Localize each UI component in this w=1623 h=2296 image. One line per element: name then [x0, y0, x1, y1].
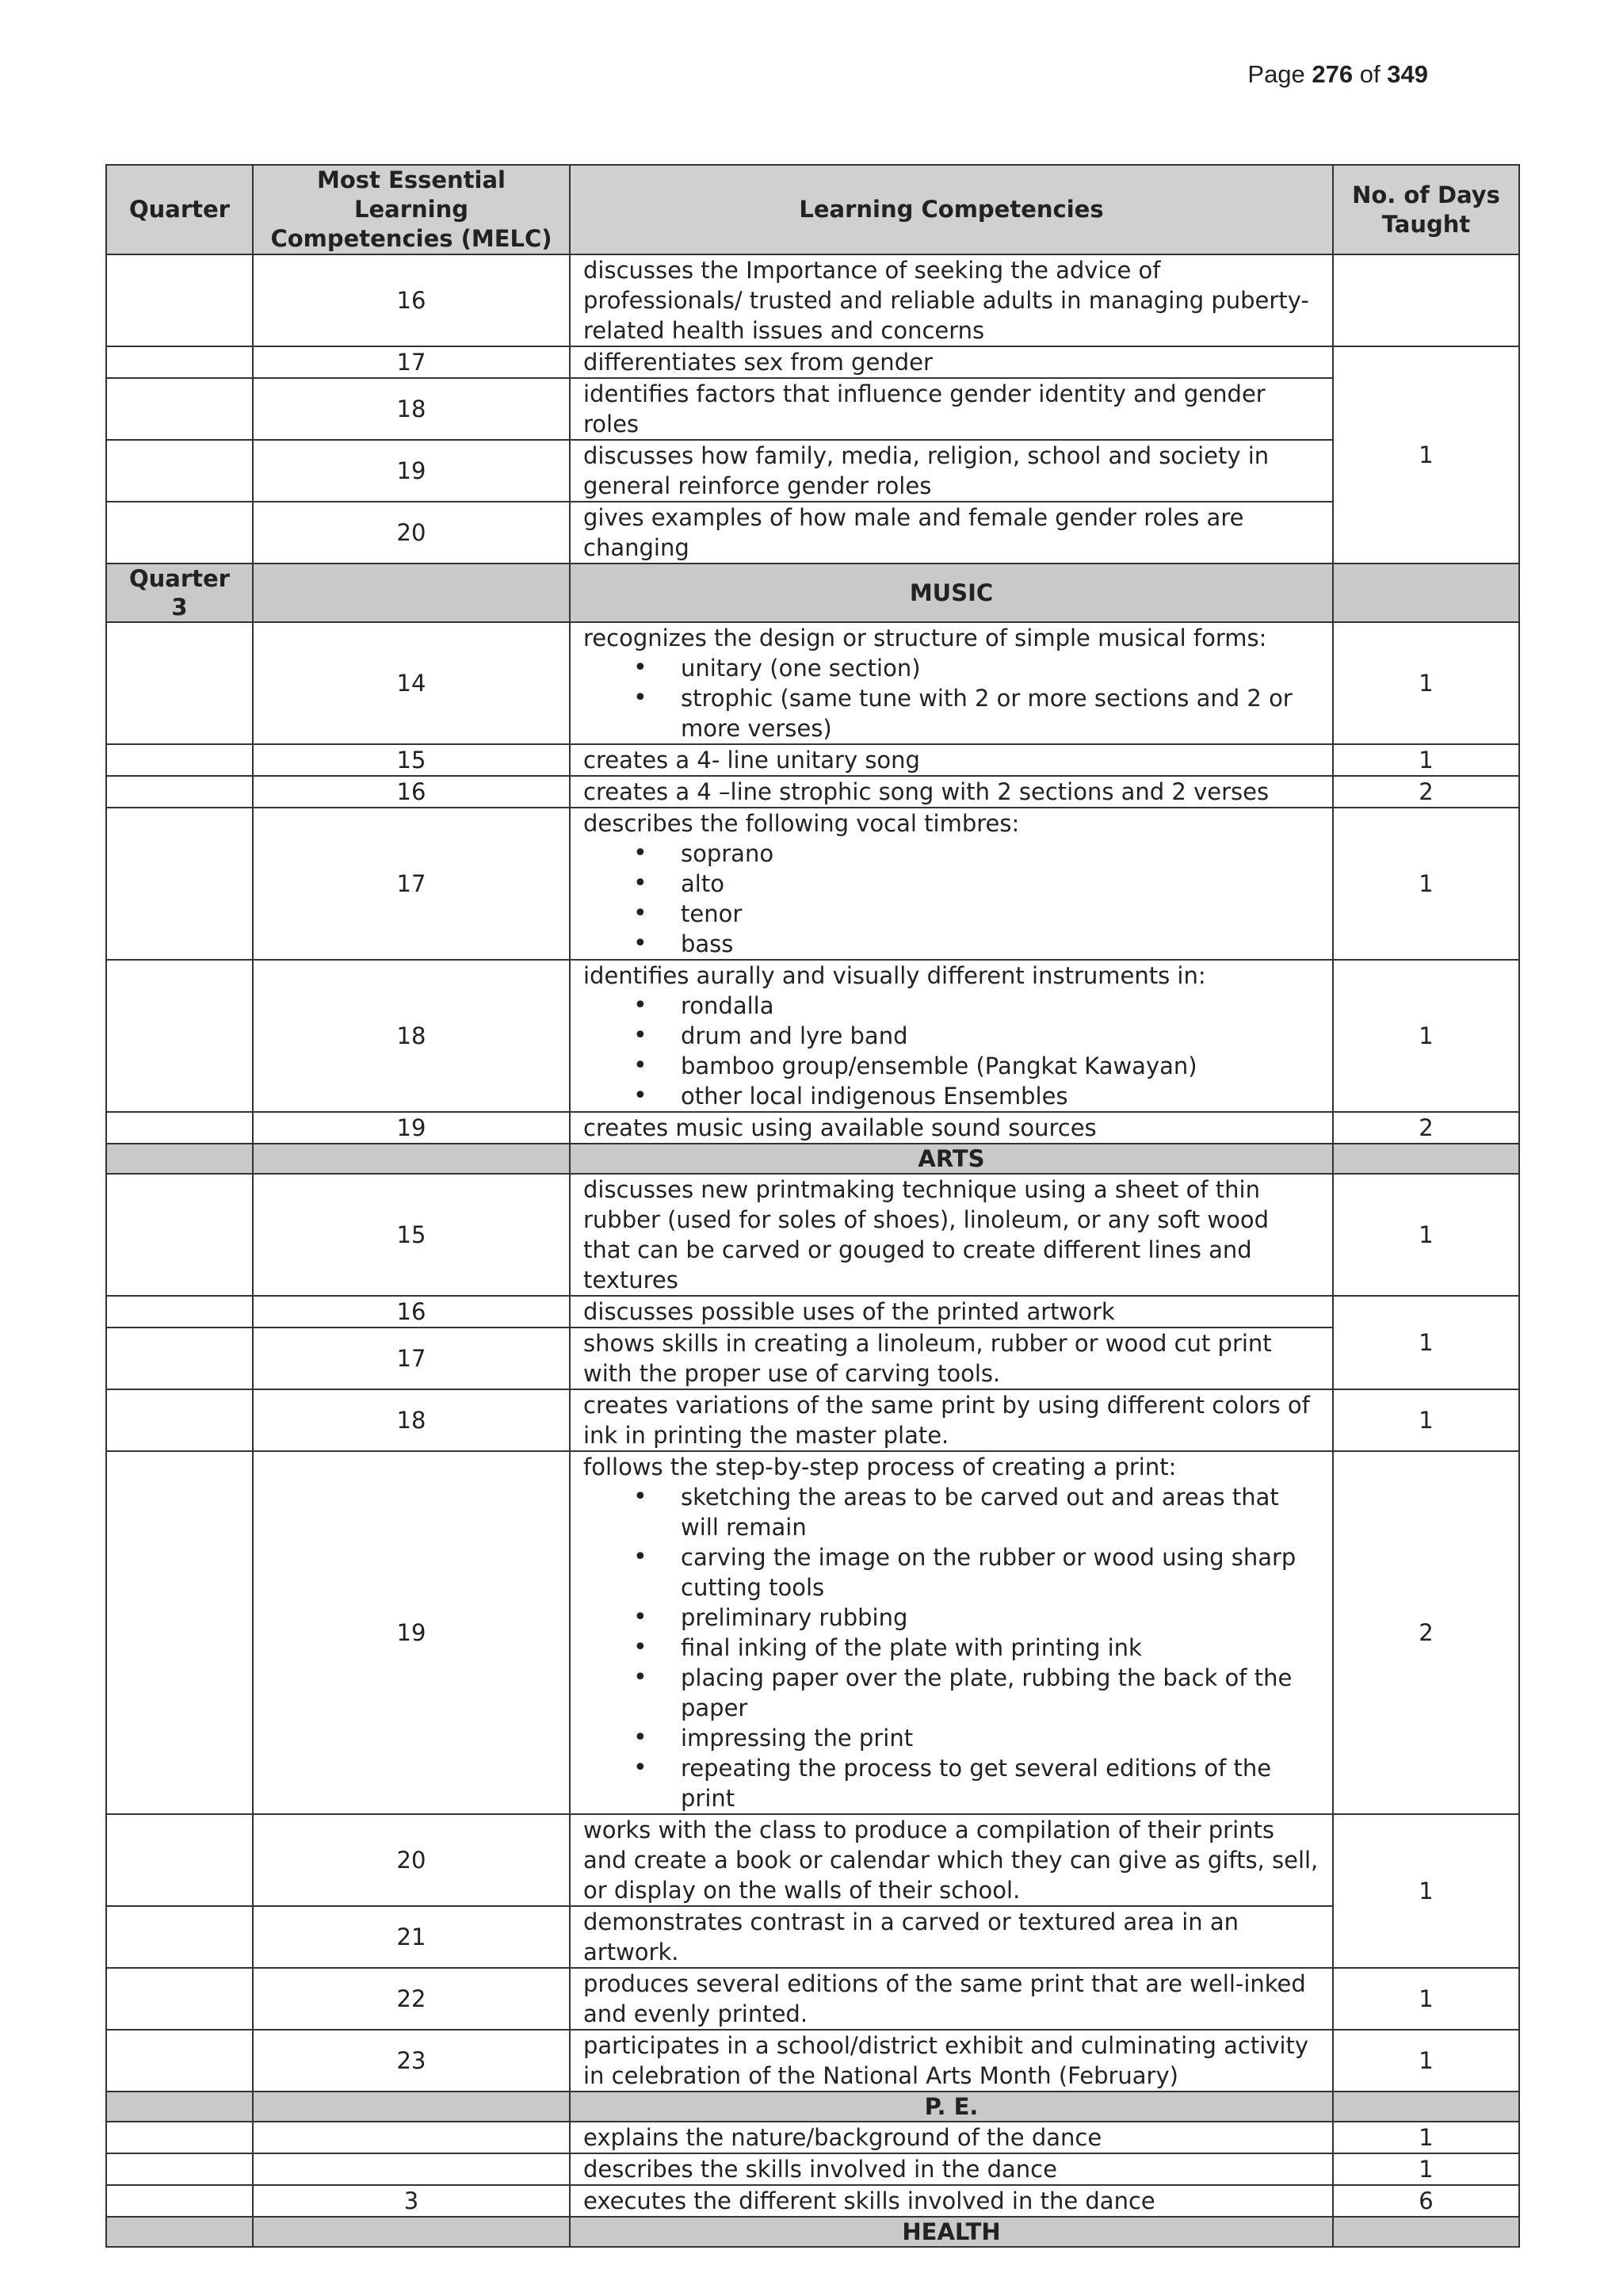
competency-text: works with the class to produce a compilation of their prints and create a book or calendar which they can give as gifts, sell, or display on the walls of their school.	[570, 1814, 1333, 1906]
days-cell: 2	[1333, 1112, 1519, 1144]
melc-number: 15	[253, 744, 570, 776]
quarter-cell	[106, 1814, 253, 1906]
list-item: • soprano	[681, 839, 1319, 869]
quarter-cell	[106, 1112, 253, 1144]
competency-text: produces several editions of the same print that are well-inked and evenly printed.	[570, 1968, 1333, 2030]
section-blank	[253, 2217, 570, 2247]
melc-number: 20	[253, 502, 570, 563]
page-number	[1247, 60, 1428, 89]
days-cell: 1	[1333, 1814, 1519, 1968]
section-row-health	[106, 2217, 1519, 2247]
days-cell: 1	[1333, 2153, 1519, 2185]
competency-text: discusses how family, media, religion, school and society in general reinforce gender roles	[570, 440, 1333, 502]
quarter-cell	[106, 776, 253, 808]
days-cell: 1	[1333, 2030, 1519, 2092]
section-blank	[253, 1144, 570, 1174]
competency-text: creates music using available sound sources	[570, 1112, 1333, 1144]
competency-text: discusses the Importance of seeking the advice of professionals/ trusted and reliable adults in managing puberty-related health issues and concerns	[570, 254, 1333, 346]
quarter-cell	[106, 254, 253, 346]
melc-number: 18	[253, 960, 570, 1112]
quarter-cell	[106, 2030, 253, 2092]
quarter-label: Quarter 3	[106, 563, 253, 622]
header-row	[106, 165, 1519, 254]
days-cell: 1	[1333, 622, 1519, 744]
quarter-cell	[106, 1968, 253, 2030]
competency-text: creates variations of the same print by using different colors of ink in printing the master plate.	[570, 1389, 1333, 1451]
quarter-cell	[106, 346, 253, 378]
section-blank	[106, 1144, 253, 1174]
table-row	[106, 1174, 1519, 1296]
quarter-cell	[106, 1328, 253, 1389]
table-row	[106, 622, 1519, 744]
list-item: • final inking of the plate with printing ink	[681, 1633, 1319, 1663]
section-blank	[253, 2092, 570, 2122]
header-days: No. of Days Taught	[1333, 165, 1519, 254]
table-row	[106, 1451, 1519, 1814]
list-item: • other local indigenous Ensembles	[681, 1081, 1319, 1111]
table-row	[106, 2153, 1519, 2185]
competency-text: gives examples of how male and female gender roles are changing	[570, 502, 1333, 563]
melc-number: 17	[253, 808, 570, 960]
table-row	[106, 378, 1519, 440]
quarter-cell	[106, 960, 253, 1112]
table-row	[106, 440, 1519, 502]
competency-text: discusses possible uses of the printed artwork	[570, 1296, 1333, 1328]
days-cell: 1	[1333, 1174, 1519, 1296]
melc-number: 16	[253, 1296, 570, 1328]
list-item: • repeating the process to get several editions of the print	[681, 1753, 1319, 1813]
quarter-cell	[106, 622, 253, 744]
days-cell: 2	[1333, 776, 1519, 808]
list-item: • preliminary rubbing	[681, 1603, 1319, 1633]
competency-cell	[570, 622, 1333, 744]
competency-text: recognizes the design or structure of simple musical forms:	[583, 625, 1267, 651]
header-melc: Most Essential Learning Competencies (MELC)	[253, 165, 570, 254]
bullet-list	[583, 653, 1319, 743]
page-of: of	[1359, 60, 1381, 88]
melc-number: 19	[253, 1112, 570, 1144]
quarter-cell	[106, 1906, 253, 1968]
days-cell	[1333, 254, 1519, 346]
list-item: • drum and lyre band	[681, 1021, 1319, 1051]
competency-text: participates in a school/district exhibit and culminating activity in celebration of the National Arts Month (February)	[570, 2030, 1333, 2092]
bullet-list	[583, 991, 1319, 1111]
days-cell: 1	[1333, 744, 1519, 776]
list-item: • placing paper over the plate, rubbing the back of the paper	[681, 1663, 1319, 1723]
competency-cell	[570, 808, 1333, 960]
quarter-cell	[106, 1389, 253, 1451]
melc-table	[105, 164, 1520, 2248]
section-blank	[1333, 2217, 1519, 2247]
quarter-cell	[106, 378, 253, 440]
melc-number: 16	[253, 254, 570, 346]
table-row	[106, 1906, 1519, 1968]
table-row	[106, 1814, 1519, 1906]
melc-number: 19	[253, 1451, 570, 1814]
days-cell: 1	[1333, 1968, 1519, 2030]
competency-text: identifies factors that influence gender identity and gender roles	[570, 378, 1333, 440]
table-row	[106, 744, 1519, 776]
melc-number: 19	[253, 440, 570, 502]
competency-text: differentiates sex from gender	[570, 346, 1333, 378]
bullet-list	[583, 1482, 1319, 1813]
melc-number: 3	[253, 2185, 570, 2217]
list-item: • bamboo group/ensemble (Pangkat Kawayan)	[681, 1051, 1319, 1081]
table-row	[106, 2030, 1519, 2092]
melc-number	[253, 2153, 570, 2185]
list-item: • alto	[681, 869, 1319, 899]
table-row	[106, 2122, 1519, 2153]
competency-text: shows skills in creating a linoleum, rubber or wood cut print with the proper use of carving tools.	[570, 1328, 1333, 1389]
days-cell: 1	[1333, 1296, 1519, 1389]
table-row	[106, 808, 1519, 960]
quarter-cell	[106, 2185, 253, 2217]
list-item: • sketching the areas to be carved out and areas that will remain	[681, 1482, 1319, 1542]
quarter-cell	[106, 2153, 253, 2185]
page-label: Page	[1247, 60, 1305, 88]
table-row	[106, 1968, 1519, 2030]
section-row-music	[106, 563, 1519, 622]
quarter-cell	[106, 2122, 253, 2153]
melc-number: 15	[253, 1174, 570, 1296]
competency-cell	[570, 1451, 1333, 1814]
section-row-pe	[106, 2092, 1519, 2122]
melc-number: 18	[253, 1389, 570, 1451]
melc-number: 17	[253, 1328, 570, 1389]
quarter-cell	[106, 1174, 253, 1296]
list-item: • unitary (one section)	[681, 653, 1319, 683]
melc-number	[253, 2122, 570, 2153]
section-row-arts	[106, 1144, 1519, 1174]
quarter-cell	[106, 440, 253, 502]
days-cell: 1	[1333, 808, 1519, 960]
quarter-cell	[106, 1451, 253, 1814]
melc-number: 16	[253, 776, 570, 808]
table-row	[106, 960, 1519, 1112]
list-item: • rondalla	[681, 991, 1319, 1021]
quarter-cell	[106, 1296, 253, 1328]
table-row	[106, 1389, 1519, 1451]
bullet-list	[583, 839, 1319, 959]
section-blank	[106, 2092, 253, 2122]
table-row	[106, 2185, 1519, 2217]
competency-text: demonstrates contrast in a carved or textured area in an artwork.	[570, 1906, 1333, 1968]
quarter-cell	[106, 808, 253, 960]
competency-text: creates a 4- line unitary song	[570, 744, 1333, 776]
quarter-cell	[106, 502, 253, 563]
days-cell: 6	[1333, 2185, 1519, 2217]
competency-text: explains the nature/background of the dance	[570, 2122, 1333, 2153]
list-item: • bass	[681, 929, 1319, 959]
page-current: 276	[1312, 60, 1354, 88]
table-row	[106, 1296, 1519, 1328]
section-blank	[106, 2217, 253, 2247]
days-cell: 2	[1333, 1451, 1519, 1814]
table-row	[106, 254, 1519, 346]
competency-cell	[570, 960, 1333, 1112]
section-blank	[1333, 2092, 1519, 2122]
quarter-cell	[106, 744, 253, 776]
section-title: ARTS	[570, 1144, 1333, 1174]
section-blank	[1333, 563, 1519, 622]
competency-text: follows the step-by-step process of creating a print:	[583, 1454, 1177, 1480]
table-row	[106, 776, 1519, 808]
competency-text: describes the skills involved in the dance	[570, 2153, 1333, 2185]
competency-text: discusses new printmaking technique using a sheet of thin rubber (used for soles of shoes), linoleum, or any soft wood that can be carved or gouged to create different lines and textures	[570, 1174, 1333, 1296]
days-cell: 1	[1333, 2122, 1519, 2153]
melc-number: 17	[253, 346, 570, 378]
melc-number: 21	[253, 1906, 570, 1968]
melc-number: 14	[253, 622, 570, 744]
melc-number: 18	[253, 378, 570, 440]
table-row	[106, 1328, 1519, 1389]
header-learning-competencies: Learning Competencies	[570, 165, 1333, 254]
header-quarter: Quarter	[106, 165, 253, 254]
competency-text: creates a 4 –line strophic song with 2 sections and 2 verses	[570, 776, 1333, 808]
competency-text: executes the different skills involved in the dance	[570, 2185, 1333, 2217]
list-item: • impressing the print	[681, 1723, 1319, 1753]
section-blank	[253, 563, 570, 622]
table-row	[106, 346, 1519, 378]
days-cell: 1	[1333, 960, 1519, 1112]
page-total: 349	[1387, 60, 1428, 88]
days-cell: 1	[1333, 346, 1519, 563]
table-row	[106, 1112, 1519, 1144]
section-title: HEALTH	[570, 2217, 1333, 2247]
table-row	[106, 502, 1519, 563]
melc-number: 20	[253, 1814, 570, 1906]
section-title: P. E.	[570, 2092, 1333, 2122]
competency-text: describes the following vocal timbres:	[583, 810, 1020, 837]
competency-text: identifies aurally and visually different instruments in:	[583, 962, 1206, 989]
list-item: • tenor	[681, 899, 1319, 929]
list-item: • strophic (same tune with 2 or more sections and 2 or more verses)	[681, 683, 1319, 743]
melc-number: 22	[253, 1968, 570, 2030]
days-cell: 1	[1333, 1389, 1519, 1451]
list-item: • carving the image on the rubber or wood using sharp cutting tools	[681, 1542, 1319, 1603]
melc-number: 23	[253, 2030, 570, 2092]
section-blank	[1333, 1144, 1519, 1174]
section-title: MUSIC	[570, 563, 1333, 622]
